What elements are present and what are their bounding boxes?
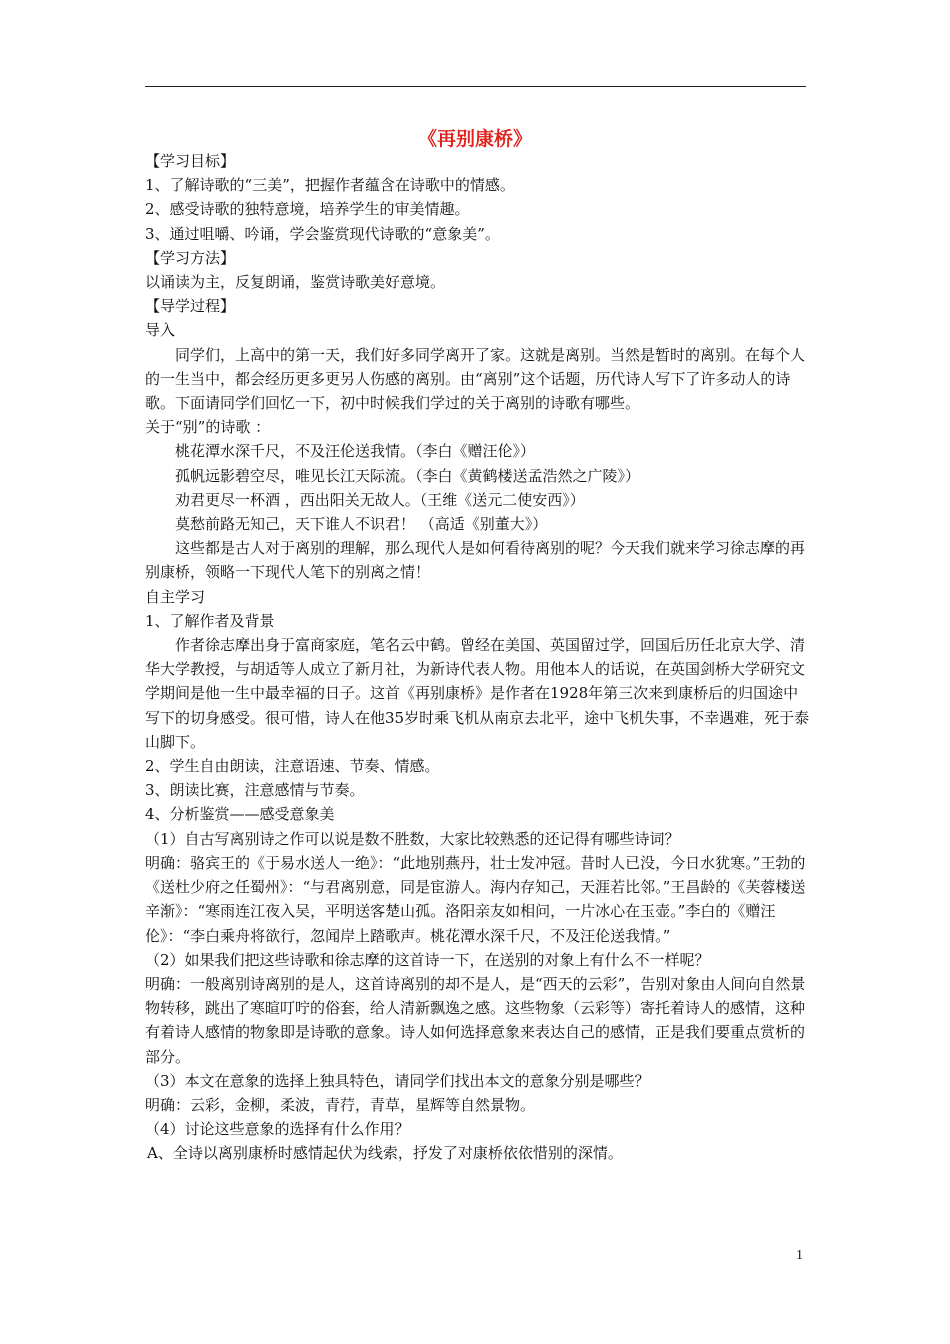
paragraph: 自主学习 [145, 587, 206, 606]
page-number: 1 [796, 1248, 803, 1263]
paragraph: A、全诗以离别康桥时感情起伏为线索，抒发了对康桥依依惜别的深情。 [147, 1144, 623, 1163]
paragraph: 明确：云彩，金柳，柔波，青荇，青草，星辉等自然景物。 [145, 1095, 536, 1114]
paragraph: 以诵读为主，反复朗诵，鉴赏诗歌美好意境。 [145, 273, 446, 292]
paragraph: 莫愁前路无知己，天下谁人不识君！ （高适《别董大》） [175, 515, 548, 534]
paragraph: 2、感受诗歌的独特意境，培养学生的审美情趣。 [145, 200, 470, 219]
paragraph: 【导学过程】 [145, 297, 236, 316]
paragraph: 明确：一般离别诗离别的是人，这首诗离别的却不是人，是“西天的云彩”，告别对象由人间向自然景物转移，跳出了寒暄叮咛的俗套，给人清新飘逸之感。这些物象（云彩等）寄托着诗人的感情，这种有着诗人感情的物象即是诗歌的意象。诗人如何选择意象来表达自己的感情，正是我们要重点赏析的部分。 [145, 974, 806, 1066]
paragraph: 同学们，上高中的第一天，我们好多同学离开了家。这就是离别。当然是暂时的离别。在每个人的一生当中，都会经历更多更另人伤感的离别。由“离别”这个话题，历代诗人写下了许多动人的诗歌。下面请同学们回忆一下，初中时候我们学过的关于离别的诗歌有哪些。 [145, 345, 806, 413]
header-rule [145, 86, 806, 87]
paragraph: 桃花潭水深千尺，不及汪伦送我情。（李白《赠汪伦》） [175, 442, 536, 461]
paragraph: 作者徐志摩出身于富商家庭，笔名云中鹤。曾经在美国、英国留过学，回国后历任北京大学、清华大学教授，与胡适等人成立了新月社，为新诗代表人物。用他本人的话说，在英国剑桥大学研究文学期间是他一生中最幸福的日子。这首《再别康桥》是作者在1928年第三次来到康桥后的归国途中写下的切身感受。很可惜，诗人在他35岁时乘飞机从南京去北平，途中飞机失事，不幸遇难，死于泰山脚下。 [145, 636, 810, 751]
paragraph: 1、了解作者及背景 [145, 611, 275, 630]
paragraph: 4、分析鉴赏——感受意象美 [145, 805, 335, 824]
paragraph: 2、学生自由朗读，注意语速、节奏、情感。 [145, 757, 440, 776]
paragraph: 明确：骆宾王的《于易水送人一绝》：“此地别燕丹，壮士发冲冠。昔时人已没，今日水犹寒。”王勃的《送杜少府之任蜀州》：“与君离别意，同是宦游人。海内存知己，天涯若比邻。”王昌龄的《芙蓉楼送辛渐》：“寒雨连江夜入吴，平明送客楚山孤。洛阳亲友如相问，一片冰心在玉壶。”李白的《赠汪伦》：“李白乘舟将欲行，忽闻岸上踏歌声。桃花潭水深千尺，不及汪伦送我情。” [145, 853, 806, 945]
paragraph: 【学习方法】 [145, 248, 236, 267]
paragraph: 【学习目标】 [145, 152, 236, 170]
paragraph: 3、通过咀嚼、吟诵，学会鉴赏现代诗歌的“意象美”。 [145, 224, 500, 243]
paragraph: 这些都是古人对于离别的理解，那么现代人是如何看待离别的呢？今天我们就来学习徐志摩的再别康桥，领略一下现代人笔下的别离之情！ [145, 539, 806, 582]
paragraph: 3、朗读比赛，注意感情与节奏。 [145, 781, 365, 800]
paragraph: 关于“别”的诗歌 ： [145, 418, 271, 437]
paragraph: 孤帆远影碧空尽，唯见长江天际流。（李白《黄鹤楼送孟浩然之广陵》） [175, 466, 641, 485]
paragraph: 导入 [145, 321, 176, 340]
paragraph: 劝君更尽一杯酒 ，西出阳关无故人。（王维《送元二使安西》） [175, 490, 585, 509]
paragraph: （4）讨论这些意象的选择有什么作用？ [145, 1120, 410, 1139]
document-title: 《再别康桥》 [417, 128, 532, 150]
paragraph: （3）本文在意象的选择上独具特色，请同学们找出本文的意象分别是哪些？ [145, 1071, 650, 1090]
paragraph: 1、了解诗歌的“三美”，把握作者蕴含在诗歌中的情感。 [145, 176, 515, 195]
paragraph: （1）自古写离别诗之作可以说是数不胜数，大家比较熟悉的还记得有哪些诗词？ [145, 829, 680, 848]
document-body [145, 149, 811, 1166]
paragraph: （2）如果我们把这些诗歌和徐志摩的这首诗一下，在送别的对象上有什么不一样呢？ [145, 950, 710, 969]
